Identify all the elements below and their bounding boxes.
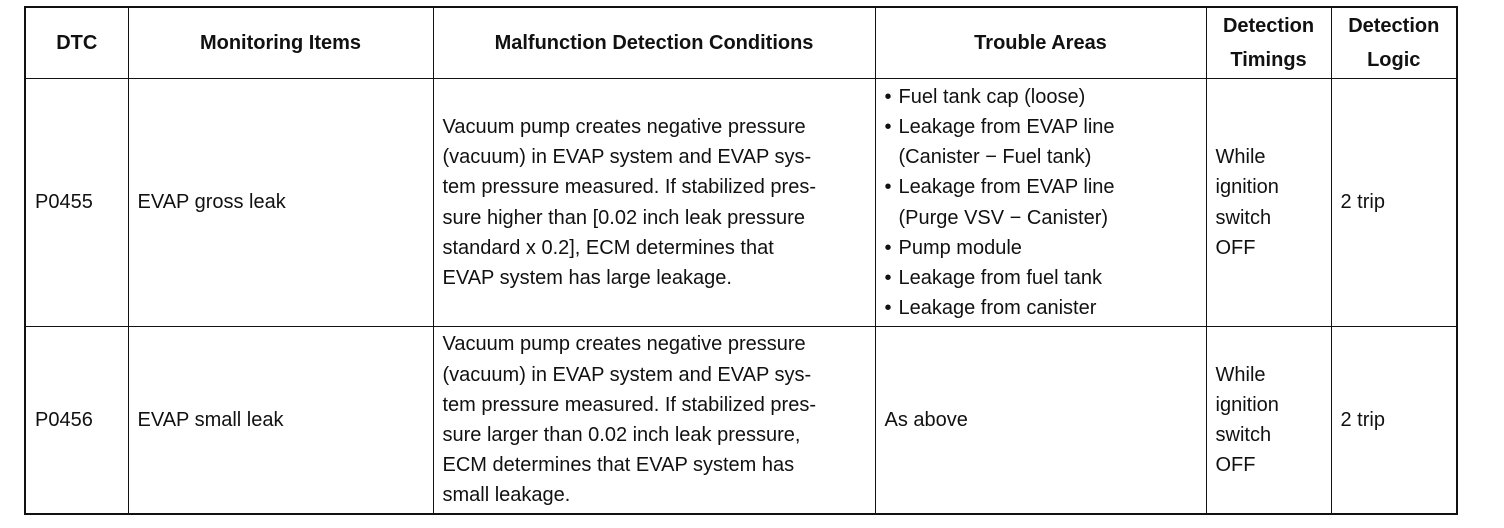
timing-line: ignition [1215,393,1279,416]
trouble-area-label: Pump module [898,236,1022,259]
detection-timing [1206,327,1331,515]
condition-line: sure larger than 0.02 inch leak pressure, [442,424,801,446]
list-item [885,233,1200,263]
trouble-areas: As above [875,327,1206,515]
condition-line: tem pressure measured. If stabilized pres- [442,393,816,416]
trouble-area-list [885,82,1200,324]
header-detection-logic [1331,7,1457,79]
trouble-area-label: Fuel tank cap (loose) [898,85,1086,108]
timing-line: OFF [1215,454,1256,477]
header-detection-logic-line1: Detection [1348,15,1440,37]
list-item [885,172,1200,232]
header-detection-timings-line1: Detection [1222,15,1315,37]
timing-line: ignition [1215,176,1279,199]
monitoring-item: EVAP small leak [128,327,433,515]
condition-line: EVAP system has large leakage. [442,266,732,289]
monitoring-item: EVAP gross leak [128,79,433,327]
list-item [885,293,1200,323]
trouble-area-sub: (Canister − Fuel tank) [898,146,1092,169]
header-row [25,7,1457,79]
detection-timing [1206,79,1331,327]
header-detection-timings-line2: Timings [1230,49,1307,71]
timing-line: OFF [1215,236,1256,259]
trouble-area-sub: (Purge VSV − Canister) [898,206,1109,229]
timing-line: While [1215,363,1266,386]
trouble-area-label: Leakage from fuel tank [898,266,1102,289]
header-dtc: DTC [25,7,128,79]
condition-line: (vacuum) in EVAP system and EVAP sys- [442,146,812,169]
header-trouble-areas: Trouble Areas [875,7,1206,79]
condition-line: tem pressure measured. If stabilized pres- [442,176,816,199]
list-item [885,82,1200,112]
condition-line: ECM determines that EVAP system has [442,454,795,477]
condition-line: (vacuum) in EVAP system and EVAP sys- [442,363,812,386]
header-detection-logic-line2: Logic [1367,49,1421,71]
dtc-table [24,6,1458,515]
list-item [885,263,1200,293]
trouble-area-label: • Leakage from EVAP line [898,176,1115,199]
timing-line: switch [1215,206,1272,229]
malfunction-condition [433,327,875,515]
condition-line: Vacuum pump creates negative pressure [442,333,806,356]
header-detection-timings [1206,7,1331,79]
trouble-area-label: • Leakage from EVAP line [898,115,1115,138]
dtc-code: P0456 [25,327,128,515]
detection-logic: 2 trip [1331,327,1457,515]
header-malfunction-conditions: Malfunction Detection Conditions [433,7,875,79]
table-row [25,327,1457,515]
detection-logic: 2 trip [1331,79,1457,327]
trouble-areas [875,79,1206,327]
table-row [25,79,1457,327]
malfunction-condition [433,79,875,327]
condition-line: small leakage. [442,484,571,507]
list-item [885,112,1200,172]
condition-line: Vacuum pump creates negative pressure [442,115,806,138]
timing-line: switch [1215,424,1272,446]
trouble-area-label: Leakage from canister [898,297,1097,320]
condition-line: standard x 0.2], ECM determines that [442,236,774,259]
condition-line: sure higher than [0.02 inch leak pressure [442,206,805,229]
header-monitoring-items: Monitoring Items [128,7,433,79]
dtc-code: P0455 [25,79,128,327]
timing-line: While [1215,146,1266,169]
